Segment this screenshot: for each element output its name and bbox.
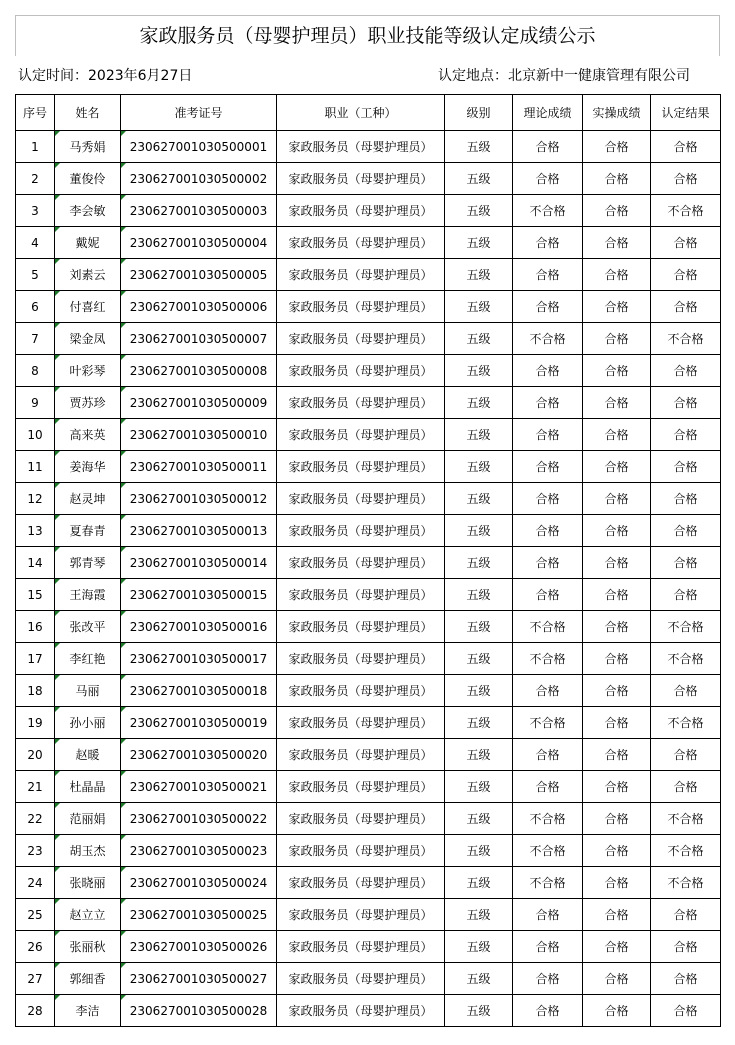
col-header-theory: 理论成绩 [513,95,583,131]
cell-result: 合格 [651,771,721,803]
cell-occupation: 家政服务员（母婴护理员） [277,163,445,195]
table-row [16,579,721,611]
cell-theory: 合格 [513,259,583,291]
cell-level: 五级 [445,803,513,835]
cell-result: 合格 [651,579,721,611]
cell-theory: 合格 [513,995,583,1027]
cell-name: 范丽娟 [55,803,121,835]
cell-occupation: 家政服务员（母婴护理员） [277,675,445,707]
cell-practice: 合格 [583,771,651,803]
cell-name: 高来英 [55,419,121,451]
cell-index: 17 [16,643,55,675]
col-header-index: 序号 [16,95,55,131]
cell-occupation: 家政服务员（母婴护理员） [277,483,445,515]
cell-result: 合格 [651,675,721,707]
cell-practice: 合格 [583,739,651,771]
cell-index: 6 [16,291,55,323]
cell-name: 付喜红 [55,291,121,323]
exam-date: 认定时间：2023年6月27日 [18,68,193,84]
cell-result: 不合格 [651,803,721,835]
cell-name: 李红艳 [55,643,121,675]
cell-occupation: 家政服务员（母婴护理员） [277,611,445,643]
cell-index: 18 [16,675,55,707]
cell-ticket: 230627001030500017 [121,643,277,675]
cell-occupation: 家政服务员（母婴护理员） [277,355,445,387]
cell-occupation: 家政服务员（母婴护理员） [277,195,445,227]
cell-name: 梁金凤 [55,323,121,355]
cell-ticket: 230627001030500023 [121,835,277,867]
cell-index: 3 [16,195,55,227]
cell-occupation: 家政服务员（母婴护理员） [277,451,445,483]
cell-ticket: 230627001030500002 [121,163,277,195]
cell-index: 20 [16,739,55,771]
cell-ticket: 230627001030500004 [121,227,277,259]
cell-occupation: 家政服务员（母婴护理员） [277,643,445,675]
cell-name: 杜晶晶 [55,771,121,803]
cell-name: 夏春青 [55,515,121,547]
cell-name: 赵灵坤 [55,483,121,515]
table-row [16,227,721,259]
cell-theory: 合格 [513,963,583,995]
cell-occupation: 家政服务员（母婴护理员） [277,419,445,451]
table-row [16,291,721,323]
cell-theory: 合格 [513,739,583,771]
table-row [16,835,721,867]
cell-theory: 合格 [513,131,583,163]
cell-practice: 合格 [583,995,651,1027]
cell-level: 五级 [445,675,513,707]
cell-level: 五级 [445,515,513,547]
table-row [16,995,721,1027]
table-row [16,547,721,579]
score-sheet [15,15,720,1027]
cell-ticket: 230627001030500021 [121,771,277,803]
cell-index: 4 [16,227,55,259]
cell-name: 郭细香 [55,963,121,995]
cell-practice: 合格 [583,835,651,867]
cell-ticket: 230627001030500011 [121,451,277,483]
cell-name: 张晓丽 [55,867,121,899]
cell-ticket: 230627001030500015 [121,579,277,611]
cell-occupation: 家政服务员（母婴护理员） [277,835,445,867]
cell-occupation: 家政服务员（母婴护理员） [277,803,445,835]
cell-practice: 合格 [583,195,651,227]
cell-theory: 合格 [513,387,583,419]
cell-practice: 合格 [583,323,651,355]
cell-index: 28 [16,995,55,1027]
cell-practice: 合格 [583,963,651,995]
cell-theory: 合格 [513,675,583,707]
table-row [16,387,721,419]
cell-level: 五级 [445,963,513,995]
cell-name: 郭青琴 [55,547,121,579]
cell-ticket: 230627001030500026 [121,931,277,963]
table-row [16,259,721,291]
cell-theory: 合格 [513,579,583,611]
cell-occupation: 家政服务员（母婴护理员） [277,995,445,1027]
cell-theory: 合格 [513,483,583,515]
table-row [16,707,721,739]
cell-theory: 不合格 [513,707,583,739]
table-row [16,419,721,451]
cell-level: 五级 [445,419,513,451]
cell-occupation: 家政服务员（母婴护理员） [277,227,445,259]
cell-practice: 合格 [583,259,651,291]
cell-level: 五级 [445,739,513,771]
cell-occupation: 家政服务员（母婴护理员） [277,867,445,899]
cell-result: 合格 [651,355,721,387]
cell-practice: 合格 [583,643,651,675]
cell-practice: 合格 [583,579,651,611]
cell-practice: 合格 [583,867,651,899]
cell-occupation: 家政服务员（母婴护理员） [277,323,445,355]
cell-level: 五级 [445,579,513,611]
cell-result: 不合格 [651,867,721,899]
cell-result: 合格 [651,739,721,771]
table-row [16,931,721,963]
cell-result: 合格 [651,995,721,1027]
cell-name: 王海霞 [55,579,121,611]
cell-practice: 合格 [583,707,651,739]
cell-theory: 合格 [513,419,583,451]
cell-practice: 合格 [583,419,651,451]
cell-practice: 合格 [583,483,651,515]
cell-name: 刘素云 [55,259,121,291]
cell-ticket: 230627001030500008 [121,355,277,387]
cell-ticket: 230627001030500012 [121,483,277,515]
table-row [16,131,721,163]
cell-theory: 合格 [513,355,583,387]
col-header-occupation: 职业（工种） [277,95,445,131]
cell-result: 合格 [651,259,721,291]
cell-result: 不合格 [651,707,721,739]
header-row [16,95,721,131]
cell-ticket: 230627001030500013 [121,515,277,547]
cell-ticket: 230627001030500025 [121,899,277,931]
cell-index: 27 [16,963,55,995]
cell-ticket: 230627001030500009 [121,387,277,419]
table-row [16,515,721,547]
cell-name: 张改平 [55,611,121,643]
cell-name: 孙小丽 [55,707,121,739]
cell-level: 五级 [445,547,513,579]
cell-result: 合格 [651,451,721,483]
results-table [15,94,721,1027]
cell-occupation: 家政服务员（母婴护理员） [277,771,445,803]
cell-name: 叶彩琴 [55,355,121,387]
cell-level: 五级 [445,995,513,1027]
cell-ticket: 230627001030500019 [121,707,277,739]
cell-index: 23 [16,835,55,867]
cell-index: 1 [16,131,55,163]
cell-index: 14 [16,547,55,579]
table-body [16,131,721,1027]
cell-occupation: 家政服务员（母婴护理员） [277,707,445,739]
cell-index: 21 [16,771,55,803]
col-header-name: 姓名 [55,95,121,131]
col-header-ticket: 准考证号 [121,95,277,131]
cell-practice: 合格 [583,387,651,419]
cell-practice: 合格 [583,611,651,643]
cell-practice: 合格 [583,451,651,483]
cell-name: 马秀娟 [55,131,121,163]
cell-ticket: 230627001030500028 [121,995,277,1027]
cell-name: 李会敏 [55,195,121,227]
cell-practice: 合格 [583,355,651,387]
cell-occupation: 家政服务员（母婴护理员） [277,547,445,579]
cell-practice: 合格 [583,931,651,963]
cell-result: 不合格 [651,611,721,643]
cell-occupation: 家政服务员（母婴护理员） [277,963,445,995]
cell-ticket: 230627001030500003 [121,195,277,227]
cell-occupation: 家政服务员（母婴护理员） [277,259,445,291]
cell-theory: 不合格 [513,195,583,227]
cell-result: 合格 [651,291,721,323]
cell-index: 8 [16,355,55,387]
cell-occupation: 家政服务员（母婴护理员） [277,291,445,323]
cell-name: 张丽秋 [55,931,121,963]
cell-index: 5 [16,259,55,291]
cell-occupation: 家政服务员（母婴护理员） [277,931,445,963]
cell-result: 合格 [651,515,721,547]
cell-name: 赵立立 [55,899,121,931]
cell-practice: 合格 [583,227,651,259]
cell-level: 五级 [445,931,513,963]
cell-result: 合格 [651,899,721,931]
cell-index: 2 [16,163,55,195]
cell-practice: 合格 [583,291,651,323]
cell-theory: 合格 [513,291,583,323]
cell-level: 五级 [445,451,513,483]
cell-ticket: 230627001030500001 [121,131,277,163]
table-row [16,899,721,931]
cell-ticket: 230627001030500027 [121,963,277,995]
cell-result: 不合格 [651,323,721,355]
cell-occupation: 家政服务员（母婴护理员） [277,387,445,419]
exam-location: 认定地点：北京新中一健康管理有限公司 [438,68,690,84]
cell-level: 五级 [445,771,513,803]
cell-name: 赵暖 [55,739,121,771]
cell-result: 合格 [651,131,721,163]
cell-level: 五级 [445,899,513,931]
cell-level: 五级 [445,355,513,387]
cell-theory: 不合格 [513,867,583,899]
col-header-level: 级别 [445,95,513,131]
cell-name: 胡玉杰 [55,835,121,867]
table-row [16,675,721,707]
cell-name: 李洁 [55,995,121,1027]
cell-index: 16 [16,611,55,643]
cell-name: 戴妮 [55,227,121,259]
cell-result: 合格 [651,163,721,195]
table-row [16,963,721,995]
cell-occupation: 家政服务员（母婴护理员） [277,515,445,547]
table-row [16,163,721,195]
col-header-result: 认定结果 [651,95,721,131]
table-row [16,483,721,515]
cell-theory: 合格 [513,931,583,963]
cell-index: 22 [16,803,55,835]
cell-occupation: 家政服务员（母婴护理员） [277,579,445,611]
page-title: 家政服务员（母婴护理员）职业技能等级认定成绩公示 [15,15,720,56]
cell-occupation: 家政服务员（母婴护理员） [277,899,445,931]
table-row [16,323,721,355]
cell-practice: 合格 [583,515,651,547]
cell-theory: 合格 [513,515,583,547]
cell-name: 马丽 [55,675,121,707]
cell-level: 五级 [445,643,513,675]
cell-theory: 合格 [513,771,583,803]
table-row [16,451,721,483]
cell-level: 五级 [445,323,513,355]
cell-practice: 合格 [583,675,651,707]
cell-level: 五级 [445,611,513,643]
cell-level: 五级 [445,867,513,899]
table-row [16,867,721,899]
cell-result: 合格 [651,931,721,963]
cell-ticket: 230627001030500010 [121,419,277,451]
cell-result: 合格 [651,227,721,259]
cell-index: 26 [16,931,55,963]
cell-result: 合格 [651,483,721,515]
cell-ticket: 230627001030500006 [121,291,277,323]
col-header-practice: 实操成绩 [583,95,651,131]
cell-name: 董俊伶 [55,163,121,195]
cell-theory: 不合格 [513,611,583,643]
cell-level: 五级 [445,259,513,291]
cell-name: 贾苏珍 [55,387,121,419]
cell-result: 合格 [651,547,721,579]
cell-result: 不合格 [651,643,721,675]
table-row [16,739,721,771]
cell-ticket: 230627001030500016 [121,611,277,643]
cell-result: 不合格 [651,195,721,227]
cell-level: 五级 [445,707,513,739]
cell-theory: 不合格 [513,835,583,867]
cell-theory: 合格 [513,899,583,931]
cell-level: 五级 [445,131,513,163]
meta-row [15,56,720,94]
cell-theory: 不合格 [513,643,583,675]
cell-ticket: 230627001030500014 [121,547,277,579]
table-row [16,611,721,643]
table-row [16,803,721,835]
cell-theory: 合格 [513,451,583,483]
cell-ticket: 230627001030500018 [121,675,277,707]
cell-occupation: 家政服务员（母婴护理员） [277,131,445,163]
cell-index: 13 [16,515,55,547]
cell-practice: 合格 [583,163,651,195]
cell-index: 24 [16,867,55,899]
cell-level: 五级 [445,387,513,419]
table-row [16,643,721,675]
cell-index: 9 [16,387,55,419]
cell-ticket: 230627001030500022 [121,803,277,835]
cell-result: 合格 [651,387,721,419]
cell-index: 7 [16,323,55,355]
cell-level: 五级 [445,291,513,323]
table-row [16,355,721,387]
cell-practice: 合格 [583,131,651,163]
cell-theory: 合格 [513,227,583,259]
cell-level: 五级 [445,227,513,259]
cell-result: 合格 [651,963,721,995]
cell-ticket: 230627001030500024 [121,867,277,899]
cell-name: 姜海华 [55,451,121,483]
table-row [16,771,721,803]
table-row [16,195,721,227]
cell-theory: 不合格 [513,323,583,355]
cell-occupation: 家政服务员（母婴护理员） [277,739,445,771]
cell-ticket: 230627001030500007 [121,323,277,355]
cell-index: 12 [16,483,55,515]
cell-practice: 合格 [583,899,651,931]
cell-level: 五级 [445,195,513,227]
cell-practice: 合格 [583,803,651,835]
cell-level: 五级 [445,163,513,195]
cell-index: 10 [16,419,55,451]
cell-ticket: 230627001030500005 [121,259,277,291]
cell-practice: 合格 [583,547,651,579]
cell-result: 合格 [651,419,721,451]
cell-theory: 不合格 [513,803,583,835]
cell-result: 不合格 [651,835,721,867]
cell-theory: 合格 [513,547,583,579]
cell-index: 25 [16,899,55,931]
cell-level: 五级 [445,835,513,867]
cell-ticket: 230627001030500020 [121,739,277,771]
cell-index: 19 [16,707,55,739]
cell-theory: 合格 [513,163,583,195]
cell-index: 15 [16,579,55,611]
cell-level: 五级 [445,483,513,515]
cell-index: 11 [16,451,55,483]
